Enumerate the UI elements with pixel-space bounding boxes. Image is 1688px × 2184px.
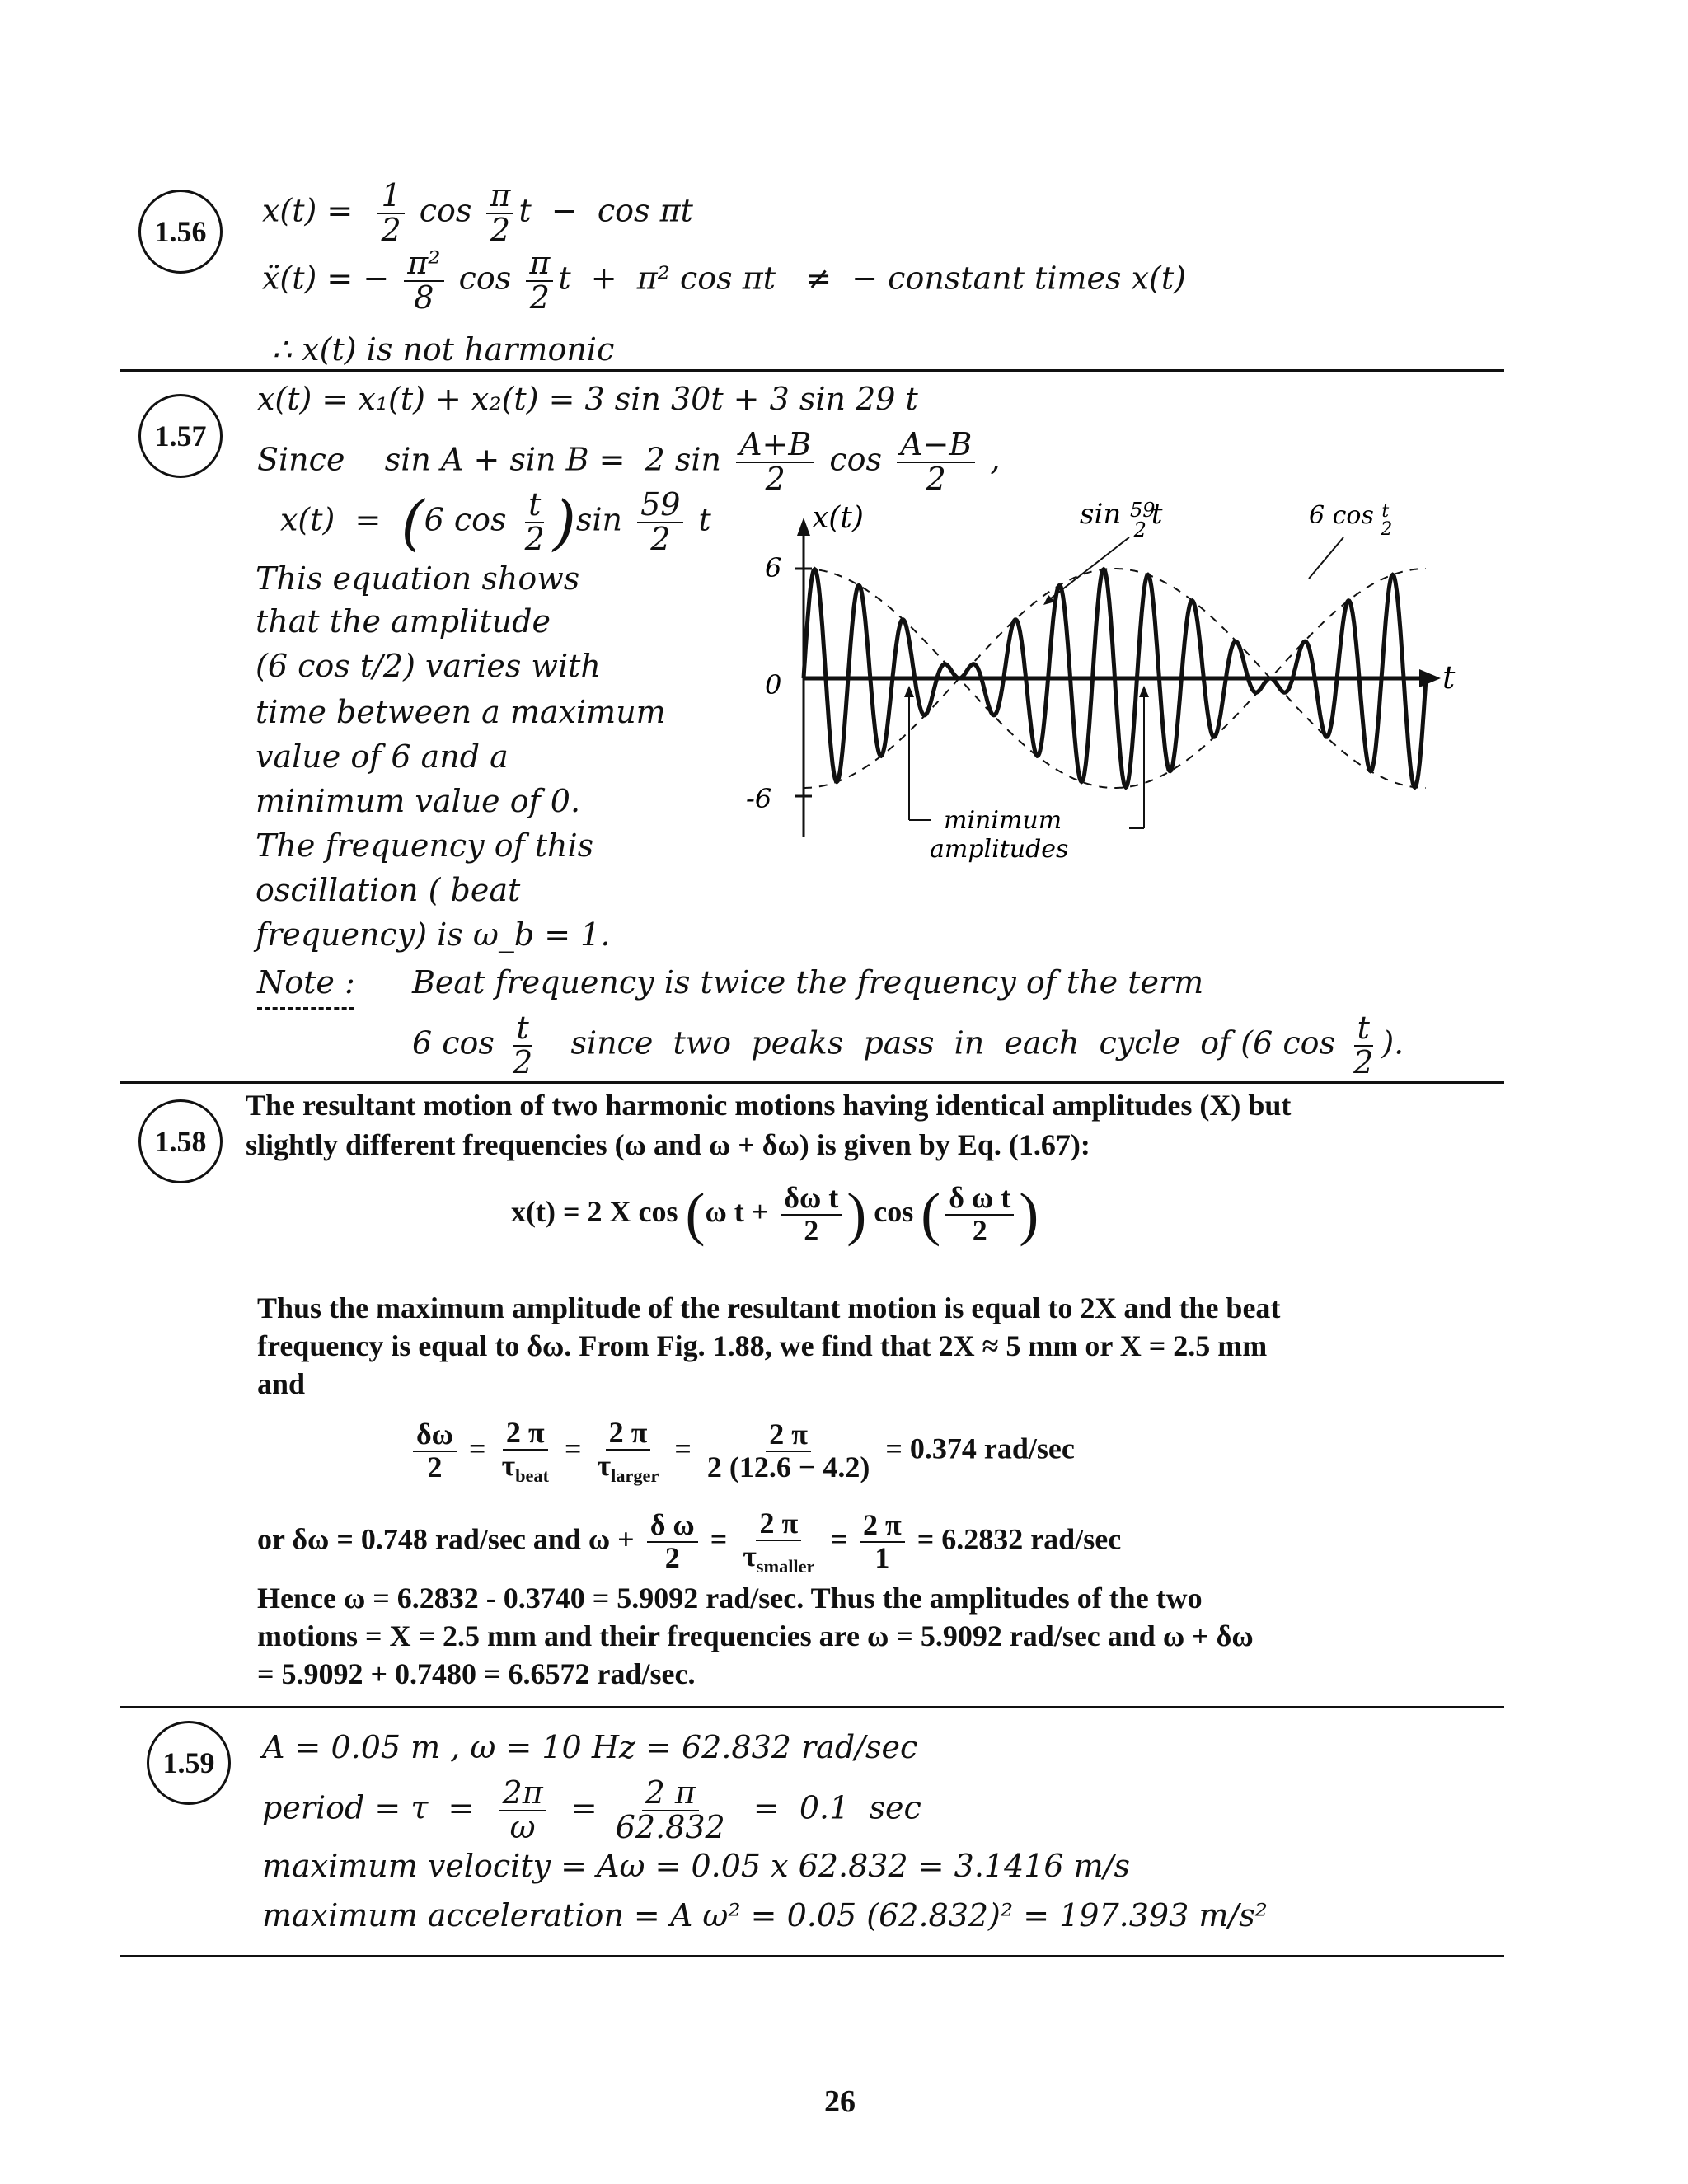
- p157-note-line2: 6 cos $\frac{t}{2}$ since two peaks pass in each cycle of (6 cos $\frac{t}{2}$ ).: [412, 1010, 1404, 1080]
- problem-number-1-59: 1.59: [147, 1721, 231, 1805]
- tick-label-6: 6: [765, 552, 782, 583]
- note-dashed-underline: [257, 1007, 354, 1010]
- p157-explain-1: This equation shows: [256, 560, 580, 597]
- y-axis-label: x(t): [812, 501, 864, 535]
- page-number: 26: [824, 2084, 856, 2119]
- beat-graph: [742, 498, 1456, 864]
- tick-label-0: 0: [765, 669, 782, 701]
- p158-hence2: motions = X = 2.5 mm and their frequencies are ω = 5.9092 rad/sec and ω + δω: [257, 1619, 1254, 1652]
- y-axis-arrow: [797, 518, 810, 536]
- p158-hence3: = 5.9092 + 0.7480 = 6.6572 rad/sec.: [257, 1657, 696, 1690]
- tick-label-minus-6: -6: [746, 783, 772, 814]
- p158-intro2: slightly different frequencies (ω and ω + δω) is given by Eq. (1.67):: [246, 1128, 1090, 1161]
- p159-line3: maximum velocity = Aω = 0.05 x 62.832 = 3.1416 m/s: [262, 1848, 1131, 1884]
- p159-line1: A = 0.05 m , ω = 10 Hz = 62.832 rad/sec: [262, 1729, 918, 1765]
- p158-para1: Thus the maximum amplitude of the resultant motion is equal to 2X and the beat: [257, 1291, 1281, 1324]
- p157-explain-2: that the amplitude: [256, 603, 551, 640]
- p157-explain-9: frequency) is ω_b = 1.: [256, 916, 611, 953]
- p157-explain-5: value of 6 and a: [256, 738, 509, 775]
- p158-hence1: Hence ω = 6.2832 - 0.3740 = 5.9092 rad/sec. Thus the amplitudes of the two: [257, 1582, 1203, 1615]
- label-sin: sin $^{59}$ 2 t: [1080, 498, 1163, 541]
- x-axis-arrow: [1419, 669, 1441, 687]
- p158-eq2: $\frac{\delta\omega}{2}$ = $\frac{2 \pi}{\tau_{beat}}$ = $\frac{2 \pi}{\tau_{larger}}$ = $\frac{2 \pi}{2 (12.6 - 4.2)}$ = 0.374 rad/sec: [408, 1418, 1075, 1485]
- p157-explain-8: oscillation ( beat: [256, 872, 521, 908]
- p156-line2: ẍ(t) = − $\frac{\text{π²}}{8}$ cos $\frac{\pi}{2}$ t + π² cos πt ≠ − constant times x(t): [262, 245, 1186, 316]
- p157-note-line1: Beat frequency is twice the frequency of the term: [412, 964, 1204, 1001]
- label-amplitudes: amplitudes: [930, 835, 1069, 864]
- label-cos: 6 cos $^t$ 2: [1309, 501, 1393, 540]
- label-minimum: minimum: [944, 806, 1062, 835]
- p157-explain-7: The frequency of this: [256, 827, 594, 864]
- p157-line3: x(t) = (6 cos $\frac{t}{2}$ )sin $\frac{59}{2}$ t: [280, 486, 711, 557]
- p158-eq1: x(t) = 2 X cos (ω t + $\frac{\text{δω t}}{2}$ ) cos ( $\frac{\text{δ ω t}}{2}$ ): [511, 1180, 1039, 1247]
- p158-intro1: The resultant motion of two harmonic motions having identical amplitudes (X) but: [246, 1089, 1292, 1122]
- p157-explain-4: time between a maximum: [256, 694, 666, 730]
- p157-line2: Since sin A + sin B = 2 sin $\frac{A+B}{2}$ cos $\frac{A-B}{2}$ ,: [257, 426, 1001, 497]
- p158-eq3: or δω = 0.748 rad/sec and ω + $\frac{\text{δ ω}}{2}$ = $\frac{2 \pi}{\tau_{smaller}}$ = $\frac{2 \pi}{1}$ = 6.2832 rad/sec: [257, 1507, 1122, 1577]
- p156-line1: x(t) = $\frac{1}{2}$ cos $\frac{\pi}{2}$ t − cos πt: [262, 177, 693, 248]
- problem-number-1-57: 1.57: [138, 394, 223, 478]
- divider-1: [120, 369, 1504, 372]
- p158-para2: frequency is equal to δω. From Fig. 1.88, we find that 2X ≈ 5 mm or X = 2.5 mm: [257, 1329, 1268, 1362]
- p159-line2: period = τ = $\frac{2\pi}{\omega}$ = $\frac{2 \pi}{62.832}$ = 0.1 sec: [262, 1774, 921, 1845]
- p157-line1: x(t) = x₁(t) + x₂(t) = 3 sin 30t + 3 sin 29 t: [257, 381, 918, 417]
- p157-explain-6: minimum value of 0.: [256, 783, 581, 819]
- divider-3: [120, 1706, 1504, 1708]
- p158-para3: and: [257, 1367, 306, 1400]
- x-axis-label: t: [1442, 659, 1456, 696]
- p157-note-label: Note :: [257, 964, 355, 1001]
- divider-2: [120, 1081, 1504, 1084]
- problem-number-1-56: 1.56: [138, 190, 223, 274]
- p159-line4: maximum acceleration = A ω² = 0.05 (62.832)² = 197.393 m/s²: [262, 1897, 1268, 1933]
- p157-explain-3: (6 cos t/2) varies with: [256, 648, 601, 684]
- p156-line3: ∴ x(t) is not harmonic: [272, 331, 615, 368]
- pointer-cos: [1309, 537, 1343, 579]
- problem-number-1-58: 1.58: [138, 1099, 223, 1183]
- divider-4: [120, 1955, 1504, 1957]
